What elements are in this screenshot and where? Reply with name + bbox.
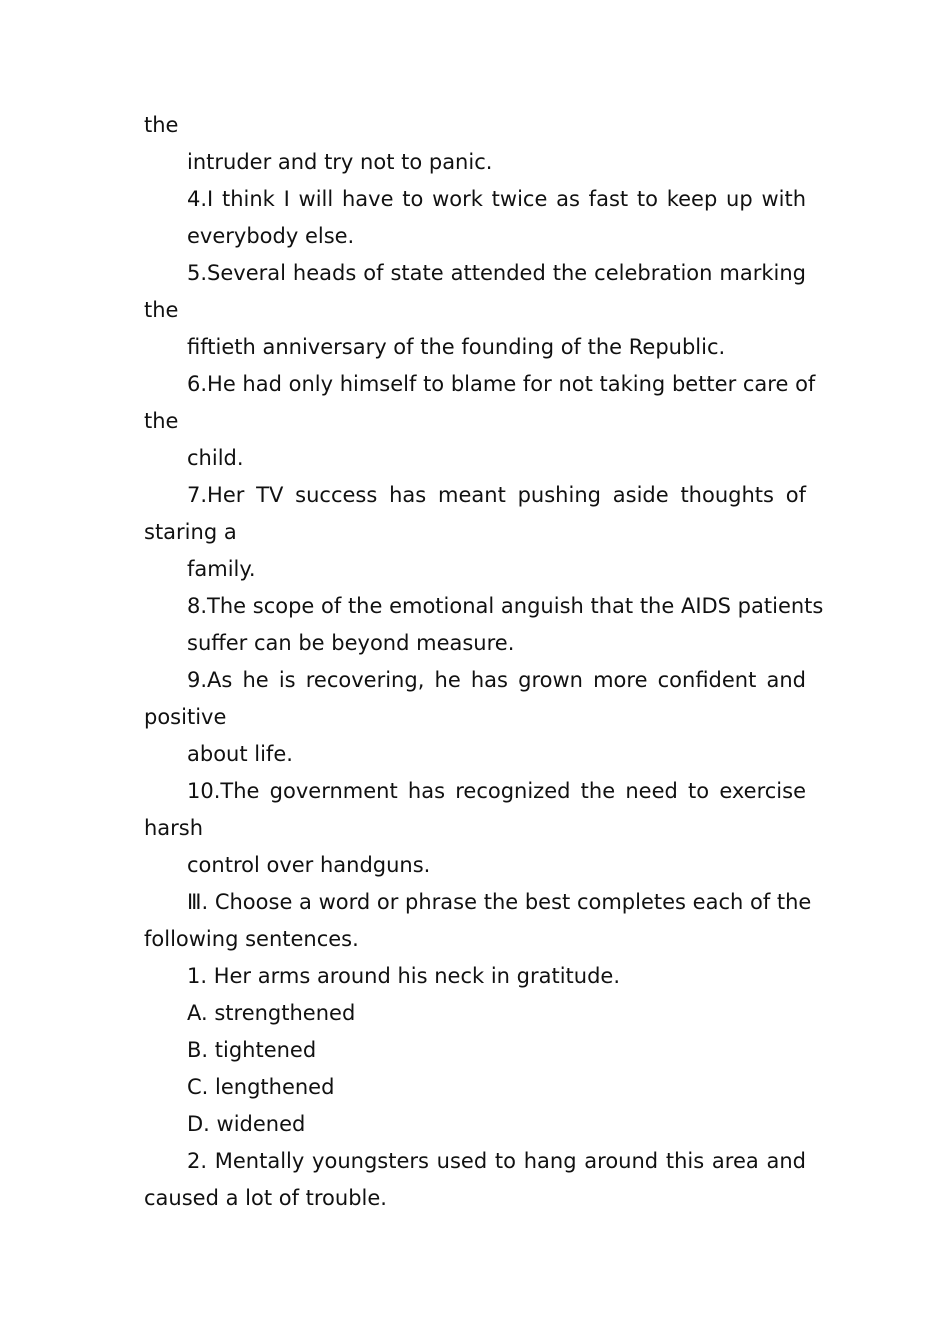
text-line: 10.The government has recognized the need to exercise xyxy=(187,779,806,803)
text-line: 5.Several heads of state attended the celebration marking xyxy=(187,261,806,285)
text-line: 8.The scope of the emotional anguish that the AIDS patients xyxy=(187,594,824,618)
text-line: 9.As he is recovering, he has grown more confident and xyxy=(187,668,806,692)
section-heading: Ⅲ. Choose a word or phrase the best completes each of the xyxy=(187,890,812,914)
text-line: the xyxy=(144,409,179,433)
text-line: staring a xyxy=(144,520,237,544)
text-line: intruder and try not to panic. xyxy=(187,150,493,174)
text-line: following sentences. xyxy=(144,927,359,951)
question-text: 2. Mentally youngsters used to hang around this area and xyxy=(187,1149,806,1173)
text-line: 4.I think I will have to work twice as fast to keep up with xyxy=(187,187,806,211)
answer-option: A. strengthened xyxy=(187,1001,356,1025)
answer-option: B. tightened xyxy=(187,1038,317,1062)
text-line: about life. xyxy=(187,742,293,766)
answer-option: D. widened xyxy=(187,1112,306,1136)
answer-option: C. lengthened xyxy=(187,1075,335,1099)
text-line: the xyxy=(144,113,179,137)
text-line: control over handguns. xyxy=(187,853,431,877)
text-line: caused a lot of trouble. xyxy=(144,1186,387,1210)
text-line: fiftieth anniversary of the founding of the Republic. xyxy=(187,335,726,359)
text-line: the xyxy=(144,298,179,322)
text-line: everybody else. xyxy=(187,224,355,248)
text-line: suffer can be beyond measure. xyxy=(187,631,515,655)
text-line: positive xyxy=(144,705,227,729)
text-line: child. xyxy=(187,446,244,470)
text-line: 6.He had only himself to blame for not taking better care of xyxy=(187,372,816,396)
text-line: 7.Her TV success has meant pushing aside thoughts of xyxy=(187,483,806,507)
question-text: 1. Her arms around his neck in gratitude. xyxy=(187,964,621,988)
text-line: harsh xyxy=(144,816,204,840)
text-line: family. xyxy=(187,557,256,581)
